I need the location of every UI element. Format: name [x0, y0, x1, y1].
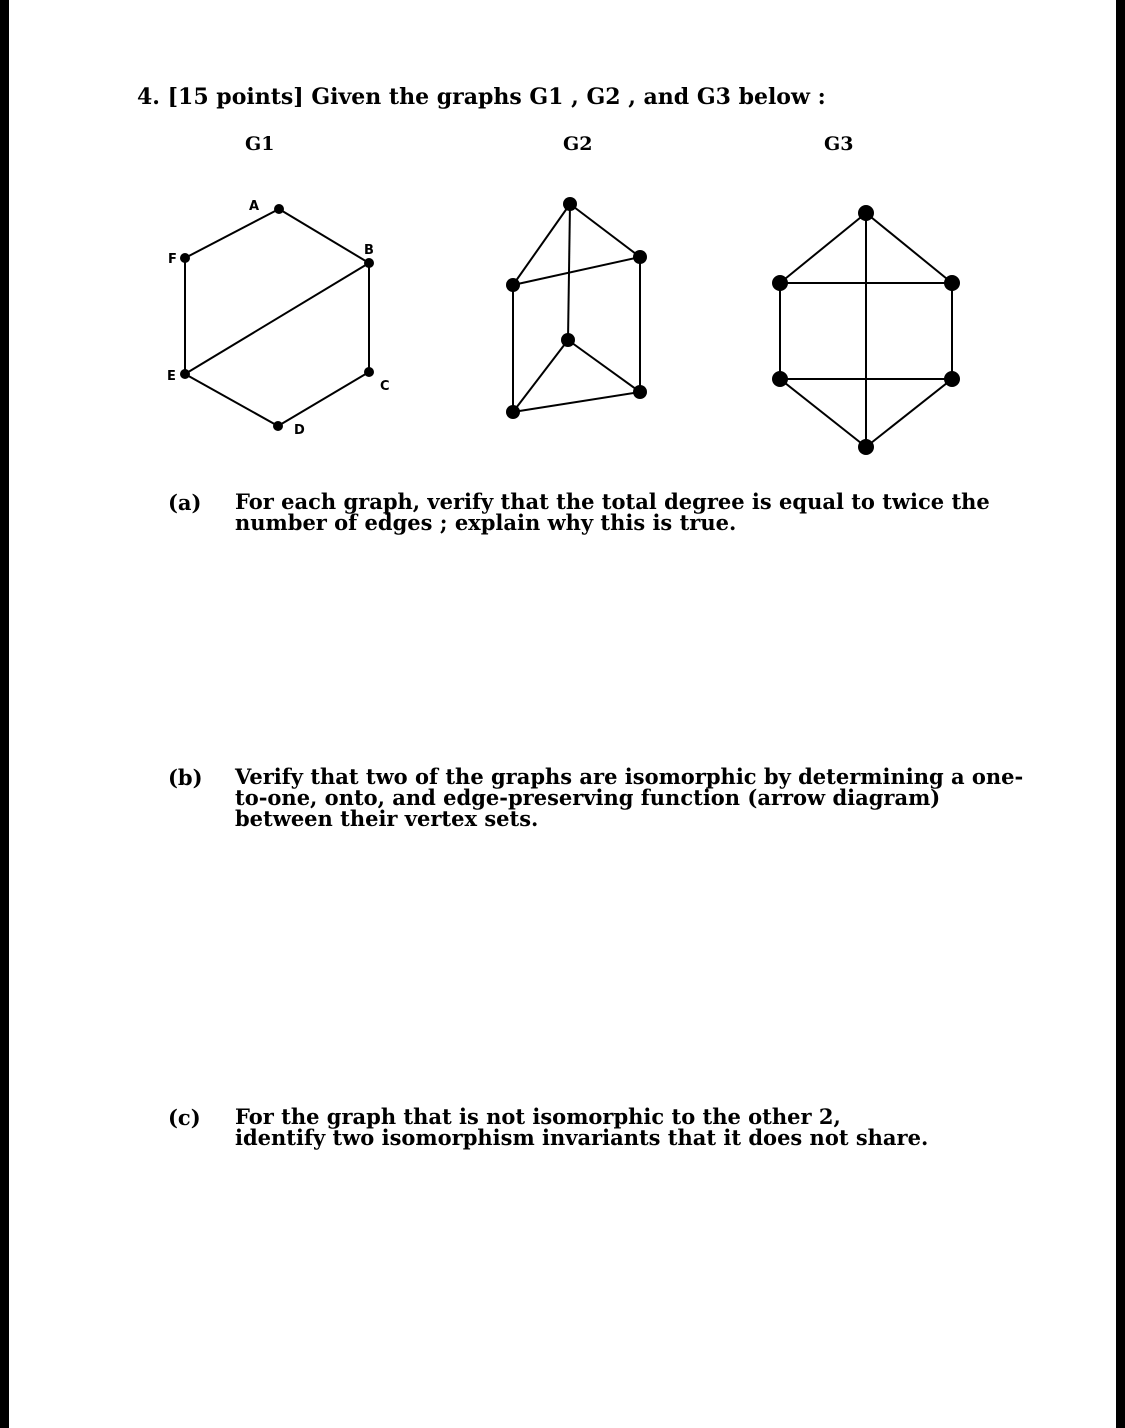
worksheet-page	[9, 0, 1116, 1428]
g2-vertex-3	[506, 278, 520, 292]
g1-vertex-f	[180, 253, 190, 263]
graph-g3	[780, 213, 952, 447]
graph-label-g2: G2	[563, 133, 593, 155]
g1-edge-a-b	[279, 209, 369, 263]
g1-edge-e-b	[185, 263, 369, 374]
g2-vertex-2	[633, 250, 647, 264]
g1-edge-f-a	[185, 209, 279, 258]
g2-edge-4	[568, 204, 570, 340]
g3-edge-9	[866, 379, 952, 447]
g3-vertex-upper-left	[772, 275, 788, 291]
graph-label-g3: G3	[824, 133, 854, 155]
g1-label-b: B	[364, 243, 374, 258]
g3-vertex-top	[858, 205, 874, 221]
g3-vertex-lower-left	[772, 371, 788, 387]
graph-label-g1: G1	[245, 133, 275, 155]
g1-label-a: A	[249, 199, 260, 214]
g1-edge-c-d	[278, 372, 369, 426]
g1-label-c: C	[380, 379, 390, 394]
g3-vertex-upper-right	[944, 275, 960, 291]
part-c-marker: (c)	[168, 1105, 201, 1130]
g3-vertex-bottom	[858, 439, 874, 455]
part-a-marker: (a)	[168, 490, 202, 515]
g1-label-d: D	[294, 423, 305, 438]
g1-vertex-c	[364, 367, 374, 377]
g1-edge-d-e	[185, 374, 278, 426]
g1-vertex-d	[273, 421, 283, 431]
g2-vertex-1	[563, 197, 577, 211]
g2-edge-9	[513, 392, 640, 412]
question-title: 4. [15 points] Given the graphs G1 , G2 , and G3 below :	[137, 84, 826, 110]
graphs-figure	[9, 0, 1116, 480]
g1-vertex-e	[180, 369, 190, 379]
g1-vertex-b	[364, 258, 374, 268]
g1-label-e: E	[167, 369, 176, 384]
g2-vertex-5	[633, 385, 647, 399]
g2-edge-8	[568, 340, 640, 392]
part-b-text: Verify that two of the graphs are isomorphic by determining a one-to-one, onto, and edge-preserving function (arrow diagram) between their vertex sets.	[235, 764, 1024, 831]
g3-edge-8	[780, 379, 866, 447]
graph-g1	[185, 209, 369, 426]
g3-edge-2	[866, 213, 952, 283]
part-c-text: For the graph that is not isomorphic to the other 2, identify two isomorphism invariants that it does not share.	[235, 1104, 929, 1150]
g2-vertex-6	[506, 405, 520, 419]
g2-vertex-4	[561, 333, 575, 347]
part-b-marker: (b)	[168, 765, 203, 790]
g3-edge-1	[780, 213, 866, 283]
g2-edge-7	[513, 340, 568, 412]
g2-edge-1	[513, 204, 570, 285]
part-a-text: For each graph, verify that the total degree is equal to twice the number of edges ; explain why this is true.	[235, 489, 990, 535]
graph-g2	[513, 204, 640, 412]
g1-label-f: F	[168, 252, 177, 267]
g1-vertex-a	[274, 204, 284, 214]
g2-edge-3	[513, 257, 640, 285]
g3-vertex-lower-right	[944, 371, 960, 387]
g2-edge-2	[570, 204, 640, 257]
